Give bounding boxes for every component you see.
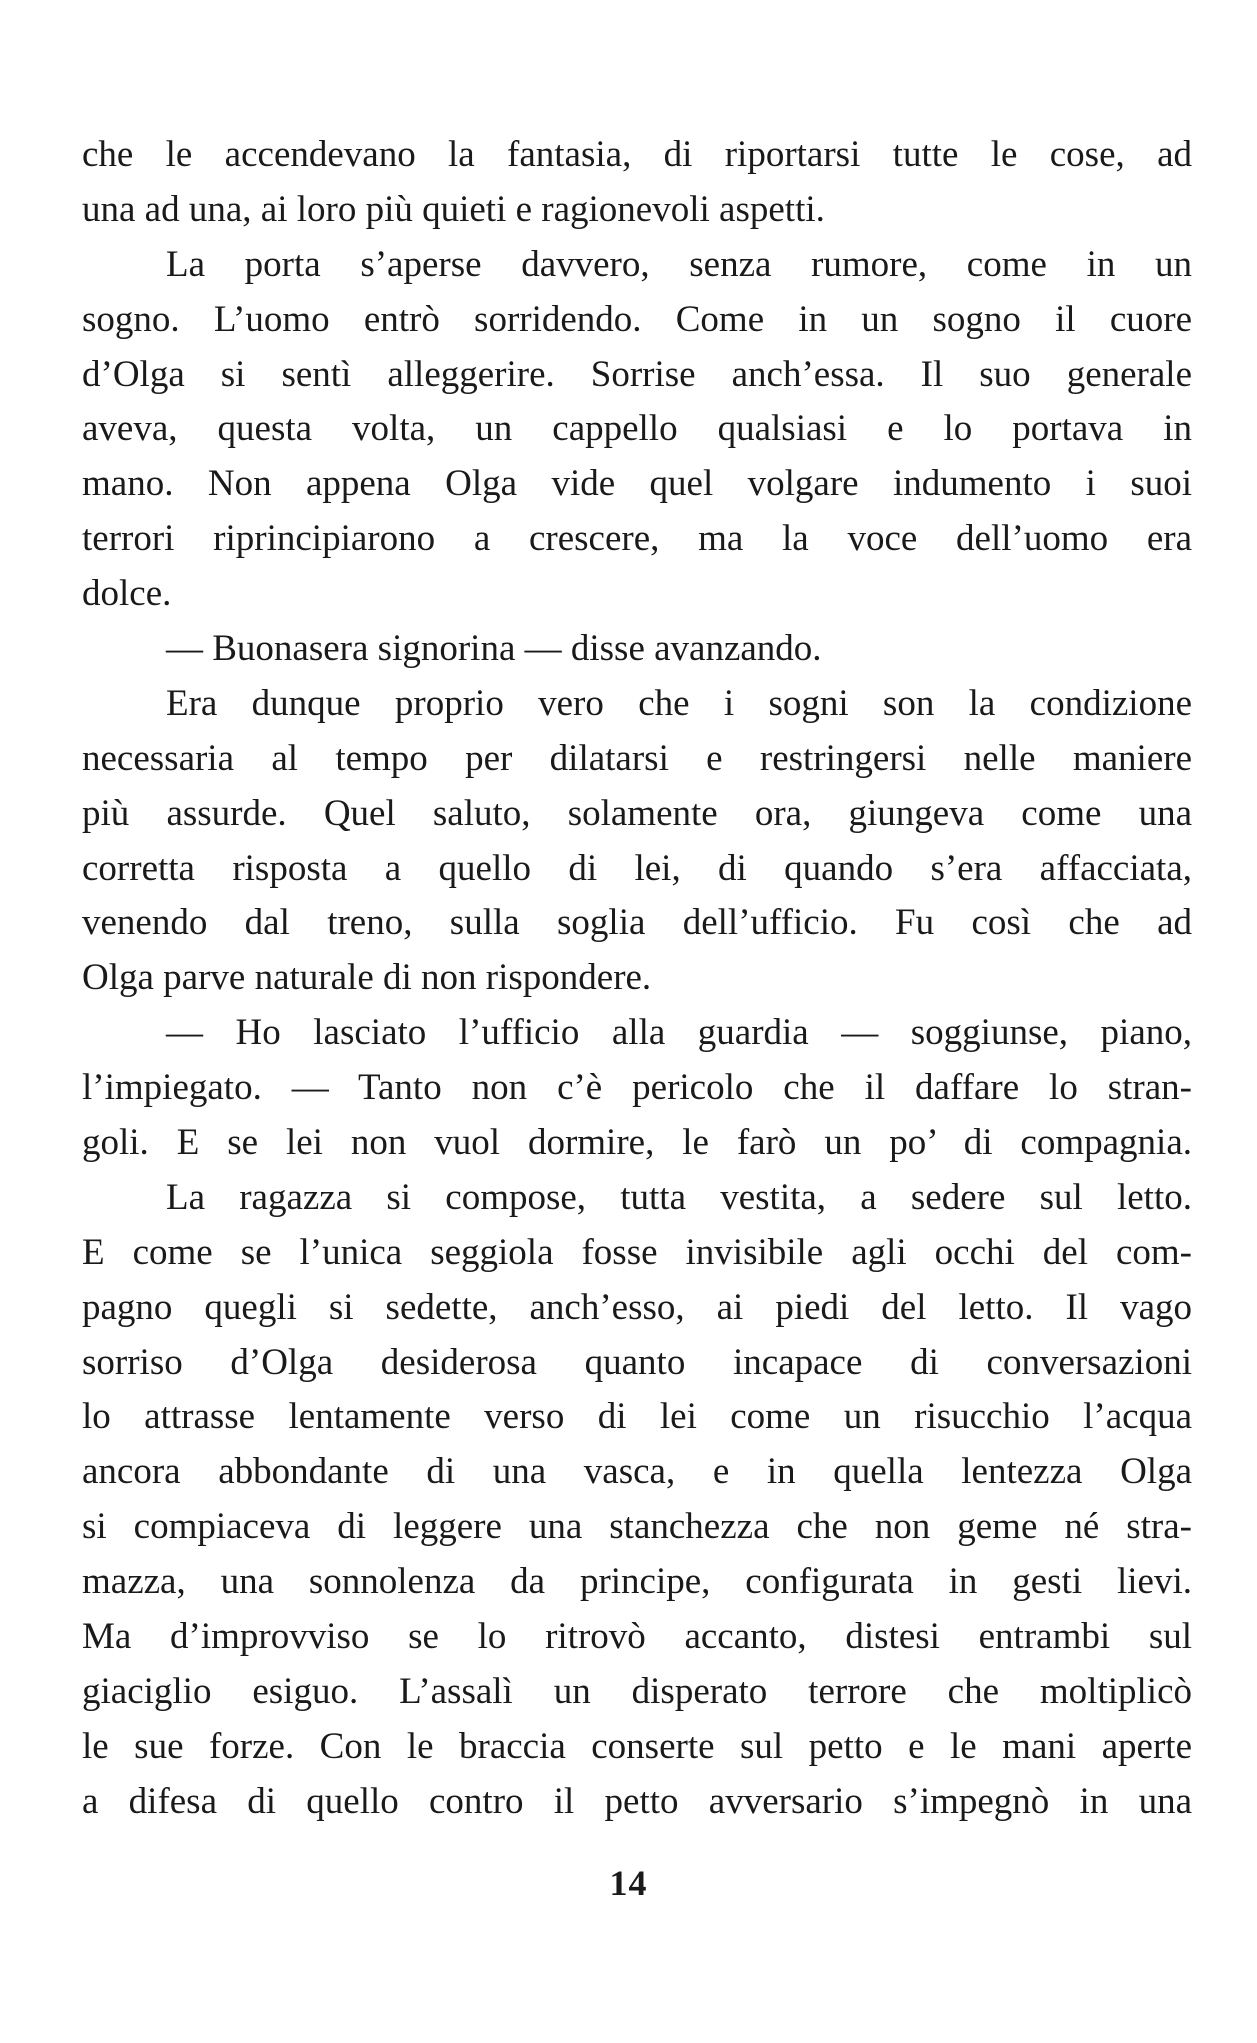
text-line: le sue forze. Con le braccia conserte sul petto e le mani aperte (82, 1725, 1192, 1767)
text-line: lo attrasse lentamente verso di lei come un risucchio l’acqua (82, 1396, 1192, 1438)
text-line: La ragazza si compose, tutta vestita, a sedere sul letto. (166, 1176, 1192, 1218)
text-line: sogno. L’uomo entrò sorridendo. Come in un sogno il cuore (82, 298, 1192, 340)
text-line: l’impiegato. — Tanto non c’è pericolo che il daffare lo stran- (82, 1067, 1192, 1109)
text-line: venendo dal treno, sulla soglia dell’ufficio. Fu così che ad (82, 902, 1192, 944)
text-line: giaciglio esiguo. L’assalì un disperato terrore che moltiplicò (82, 1670, 1192, 1712)
text-line: pagno quegli si sedette, anch’esso, ai piedi del letto. Il vago (82, 1286, 1192, 1328)
text-line: — Buonasera signorina — disse avanzando. (166, 628, 822, 670)
text-line: goli. E se lei non vuol dormire, le farò un po’ di compagnia. (82, 1122, 1192, 1164)
text-line: terrori riprincipiarono a crescere, ma la voce dell’uomo era (82, 518, 1192, 560)
text-line: Ma d’improvviso se lo ritrovò accanto, distesi entrambi sul (82, 1616, 1192, 1658)
text-line: dolce. (82, 573, 172, 615)
text-line: a difesa di quello contro il petto avversario s’impegnò in una (82, 1780, 1192, 1822)
text-line: necessaria al tempo per dilatarsi e restringersi nelle maniere (82, 737, 1192, 779)
text-line: corretta risposta a quello di lei, di quando s’era affacciata, (82, 847, 1192, 889)
text-line: che le accendevano la fantasia, di riportarsi tutte le cose, ad (82, 134, 1192, 175)
text-line: mazza, una sonnolenza da principe, configurata in gesti lievi. (82, 1561, 1192, 1603)
text-line: sorriso d’Olga desiderosa quanto incapace di conversazioni (82, 1341, 1192, 1383)
page-number: 14 (609, 1863, 648, 1903)
text-line: ancora abbondante di una vasca, e in quella lentezza Olga (82, 1451, 1192, 1493)
text-line: — Ho lasciato l’ufficio alla guardia — soggiunse, piano, (166, 1012, 1192, 1054)
text-line: si compiaceva di leggere una stanchezza che non geme né stra- (82, 1506, 1192, 1548)
text-line: Olga parve naturale di non rispondere. (82, 957, 652, 999)
text-line: una ad una, ai loro più quieti e ragionevoli aspetti. (82, 188, 825, 230)
text-line: mano. Non appena Olga vide quel volgare indumento i suoi (82, 463, 1192, 505)
text-line: E come se l’unica seggiola fosse invisibile agli occhi del com- (82, 1231, 1192, 1273)
text-line: aveva, questa volta, un cappello qualsiasi e lo portava in (82, 408, 1192, 450)
body-text (82, 128, 1192, 1830)
text-line: più assurde. Quel saluto, solamente ora, giungeva come una (82, 792, 1192, 834)
text-line: Era dunque proprio vero che i sogni son la condizione (166, 682, 1192, 724)
text-line: d’Olga si sentì alleggerire. Sorrise anch’essa. Il suo generale (82, 353, 1192, 395)
text-line: La porta s’aperse davvero, senza rumore, come in un (166, 243, 1192, 285)
